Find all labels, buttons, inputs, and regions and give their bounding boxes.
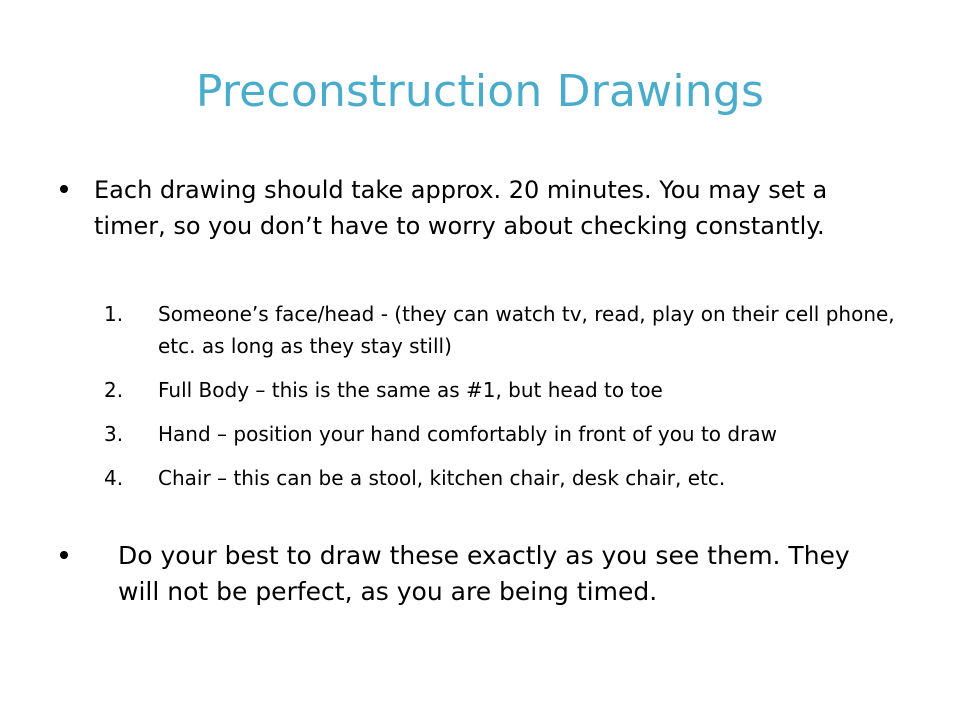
bullet-text: Do your best to draw these exactly as you see them. They will not be perfect, as you are being timed. [118,541,850,606]
list-item [104,374,904,406]
bullet-item-accuracy [60,538,920,610]
bullet-text: Each drawing should take approx. 20 minutes. You may set a timer, so you don’t have to worry about checking constantly. [94,176,828,240]
list-item-text: Full Body – this is the same as #1, but head to toe [158,378,663,402]
list-item-number: 1. [104,302,124,326]
slide-title: Preconstruction Drawings [195,66,765,117]
bullet-dot-icon [60,551,68,559]
bullet-dot-icon [60,185,68,193]
list-item-text: Hand – position your hand comfortably in front of you to draw [158,422,777,446]
list-item [104,298,904,362]
numbered-list [104,298,904,506]
list-item [104,462,904,494]
bullet-item-timing [60,172,920,244]
list-item-number: 4. [104,466,124,490]
list-item-text: Chair – this can be a stool, kitchen chair, desk chair, etc. [158,466,726,490]
list-item-text: Someone’s face/head - (they can watch tv, read, play on their cell phone, etc. as long as they stay still) [158,302,895,358]
list-item-number: 3. [104,422,124,446]
list-item-number: 2. [104,378,124,402]
list-item [104,418,904,450]
